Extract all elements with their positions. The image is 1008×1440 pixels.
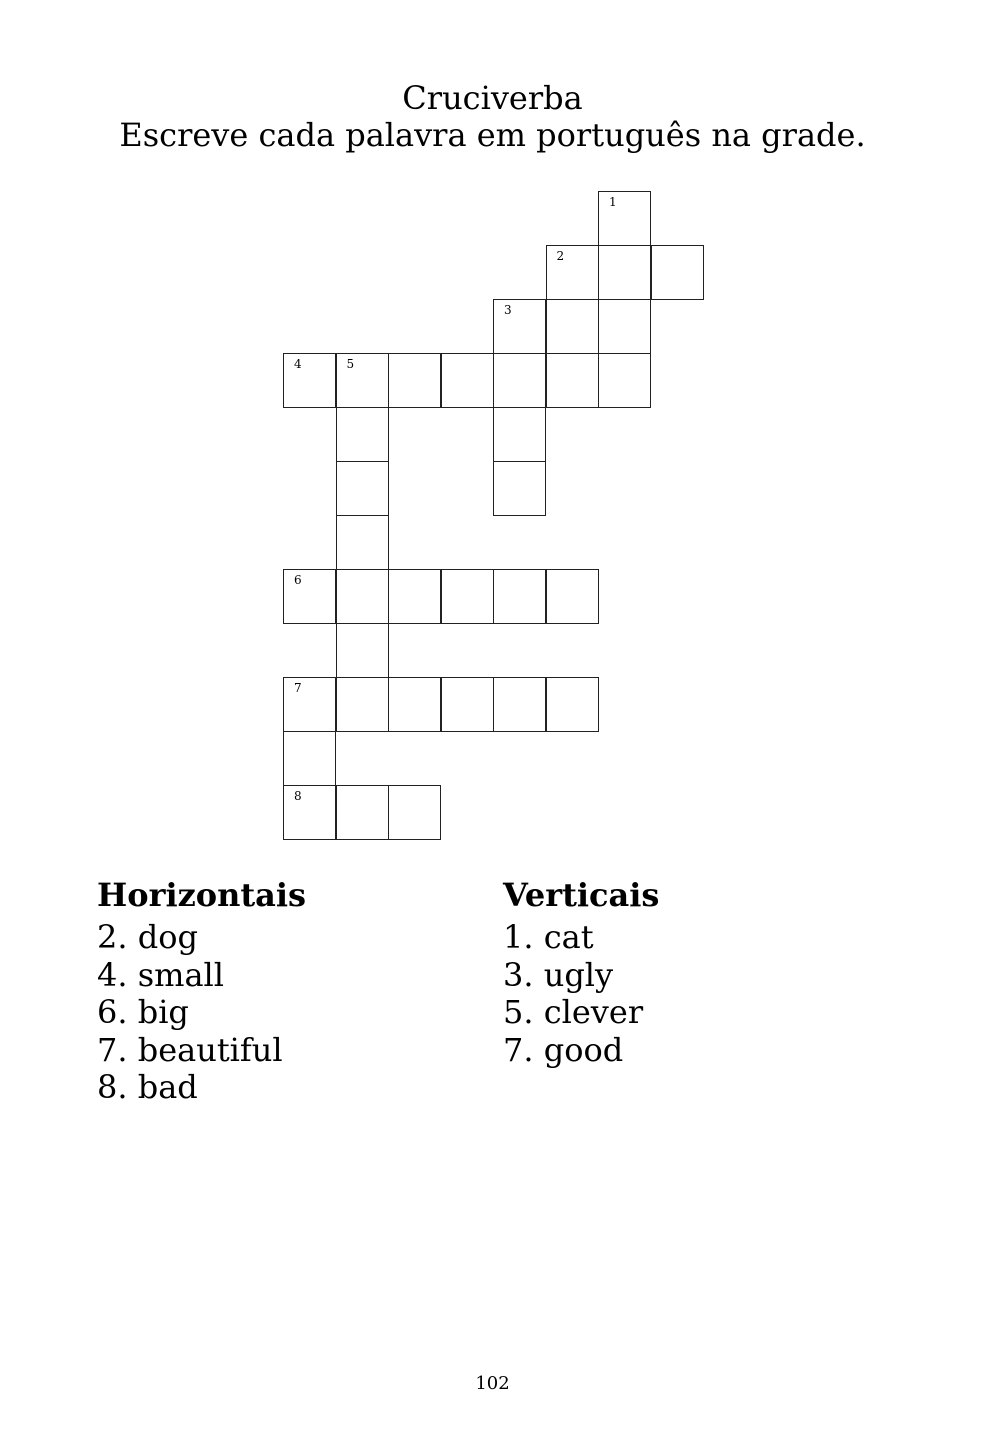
crossword-cell[interactable] (546, 677, 599, 732)
clue-item: 3. ugly (503, 955, 614, 994)
clue-item: 5. clever (503, 993, 644, 1031)
crossword-cell[interactable] (336, 515, 389, 570)
clue-item: 4. small (97, 955, 225, 994)
crossword-cell[interactable] (651, 245, 704, 300)
crossword-cell[interactable] (283, 353, 336, 408)
crossword-cell[interactable] (493, 407, 546, 462)
crossword-cell[interactable] (493, 461, 546, 516)
crossword-cell[interactable] (493, 299, 546, 354)
crossword-cell[interactable] (493, 677, 546, 732)
clue-number: 2 (556, 249, 565, 263)
clue-item: 7. beautiful (97, 1030, 283, 1069)
crossword-cell[interactable] (283, 677, 336, 732)
clue-item: 8. bad (97, 1068, 198, 1106)
crossword-cell[interactable] (336, 353, 389, 408)
crossword-cell[interactable] (283, 785, 336, 840)
crossword-cell[interactable] (598, 299, 651, 354)
crossword-cell[interactable] (493, 569, 546, 624)
crossword-cell[interactable] (388, 353, 441, 408)
clue-item: 6. big (97, 993, 189, 1031)
clue-item: 1. cat (503, 918, 594, 956)
clue-item: 2. dog (97, 918, 198, 956)
clue-number: 1 (609, 195, 617, 209)
crossword-cell[interactable] (493, 353, 546, 408)
clue-number: 8 (294, 789, 302, 803)
crossword-cell[interactable] (388, 785, 441, 840)
crossword-cell[interactable] (598, 353, 651, 408)
clue-number: 4 (294, 357, 302, 371)
crossword-cell[interactable] (441, 677, 494, 732)
crossword-cell[interactable] (336, 785, 389, 840)
page-number: 102 (475, 1373, 510, 1394)
crossword-cell[interactable] (336, 569, 389, 624)
crossword-cell[interactable] (598, 245, 651, 300)
page-title: Cruciverba (402, 79, 583, 117)
crossword-cell[interactable] (283, 569, 336, 624)
across-clues (97, 875, 306, 1107)
crossword-cell[interactable] (546, 353, 599, 408)
across-heading: Horizontais (97, 876, 307, 914)
crossword-cell[interactable] (546, 569, 599, 624)
down-heading: Verticais (503, 876, 660, 914)
crossword-cell[interactable] (388, 569, 441, 624)
crossword-cell[interactable] (388, 677, 441, 732)
instructions: Escreve cada palavra em português na grade. (119, 116, 866, 154)
crossword-cell[interactable] (336, 461, 389, 516)
clue-number: 7 (294, 681, 302, 695)
clue-number: 3 (504, 303, 512, 317)
clue-number: 5 (346, 357, 355, 371)
down-clues (503, 875, 659, 1069)
crossword-cell[interactable] (546, 245, 599, 300)
crossword-cell[interactable] (336, 407, 389, 462)
crossword-cell[interactable] (441, 569, 494, 624)
clue-number: 6 (294, 573, 302, 587)
clue-item: 7. good (503, 1030, 624, 1069)
crossword-cell[interactable] (336, 677, 389, 732)
crossword-cell[interactable] (336, 623, 389, 678)
crossword-cell[interactable] (441, 353, 494, 408)
crossword-cell[interactable] (598, 191, 651, 246)
crossword-cell[interactable] (546, 299, 599, 354)
crossword-cell[interactable] (283, 731, 336, 786)
